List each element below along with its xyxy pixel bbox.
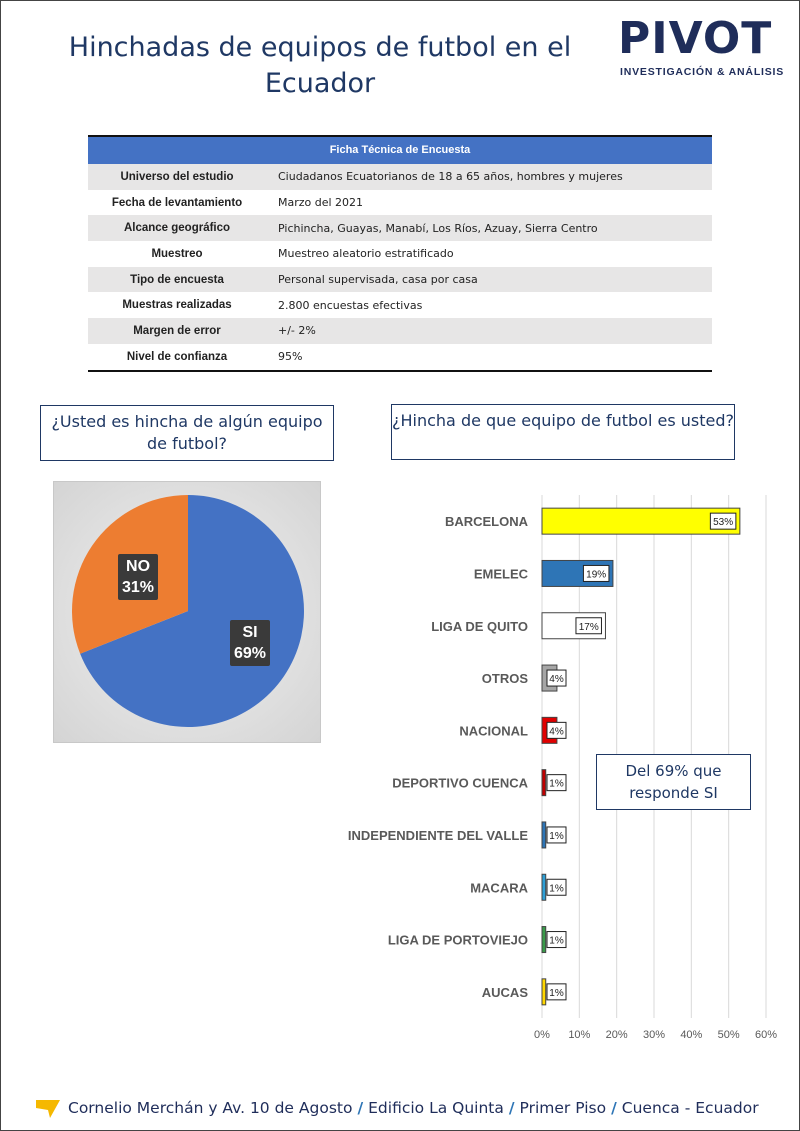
x-tick-label: 30% (642, 1029, 666, 1041)
ficha-label: Alcance geográfico (123, 222, 231, 235)
table-row (88, 292, 712, 318)
logo-subtitle: INVESTIGACIÓN & ANÁLISIS (620, 66, 785, 78)
x-tick-label: 20% (605, 1029, 628, 1041)
footer-address: Cornelio Merchán y Av. 10 de Agosto (68, 1099, 353, 1117)
x-tick-label: 60% (754, 1029, 778, 1041)
ficha-value: +/- 2% (278, 324, 316, 338)
ficha-value: Personal supervisada, casa por casa (278, 273, 478, 287)
bar (542, 822, 546, 848)
footer (36, 1094, 776, 1122)
footer-city: Cuenca - Ecuador (621, 1099, 759, 1117)
x-tick-label: 10% (568, 1029, 591, 1041)
ficha-header: Ficha Técnica de Encuesta (88, 137, 712, 164)
footer-separator: / (611, 1099, 617, 1117)
ficha-label: Margen de error (133, 324, 221, 337)
data-label: 19% (586, 569, 607, 581)
pivot-logo (612, 14, 784, 84)
x-tick-label: 0% (534, 1029, 550, 1041)
pie-chart-svg (54, 482, 322, 744)
data-label: 4% (549, 726, 564, 738)
data-label: 1% (549, 987, 564, 999)
ficha-value: 2.800 encuestas efectivas (278, 298, 423, 312)
ficha-label: Muestreo (151, 247, 203, 260)
data-label: 1% (549, 830, 564, 842)
bar (542, 874, 546, 900)
ficha-value: Muestreo aleatorio estratificado (278, 247, 454, 261)
ficha-label: Muestras realizadas (122, 299, 232, 312)
footer-separator: / (508, 1099, 515, 1117)
x-tick-label: 40% (680, 1029, 703, 1041)
category-label: INDEPENDIENTE DEL VALLE (347, 827, 528, 843)
table-row (88, 318, 712, 344)
note-box: Del 69% que responde SI (596, 754, 751, 810)
table-row (88, 164, 712, 190)
logo-word: PIVOT (618, 13, 773, 64)
question-fan-box: ¿Usted es hincha de algún equipo de futbol? (40, 405, 334, 461)
table-row (88, 190, 712, 216)
category-label: OTROS (481, 671, 528, 687)
category-label: AUCAS (481, 984, 528, 1000)
category-label: DEPORTIVO CUENCA (392, 775, 528, 791)
category-label: LIGA DE QUITO (431, 618, 528, 634)
footer-floor: Primer Piso (519, 1099, 607, 1117)
category-label: EMELEC (473, 566, 528, 582)
data-label: 17% (578, 621, 599, 633)
data-label: 1% (549, 883, 564, 895)
footer-building: Edificio La Quinta (368, 1099, 504, 1117)
ficha-value: Ciudadanos Ecuatorianos de 18 a 65 años, hombres y mujeres (278, 170, 623, 184)
ficha-label: Nivel de confianza (126, 350, 228, 363)
ficha-value: 95% (278, 350, 303, 364)
data-label: 4% (549, 674, 564, 686)
x-tick-label: 50% (717, 1029, 740, 1041)
table-row (88, 241, 712, 267)
bar (542, 770, 546, 796)
table-row (88, 267, 712, 293)
ficha-label: Universo del estudio (120, 170, 234, 183)
category-label: LIGA DE PORTOVIEJO (387, 932, 528, 948)
ficha-label: Fecha de levantamiento (111, 196, 243, 209)
pie-chart (53, 481, 321, 743)
data-label: 53% (713, 517, 734, 529)
bar (542, 927, 546, 953)
ficha-value: Pichincha, Guayas, Manabí, Los Ríos, Azuay, Sierra Centro (278, 221, 598, 235)
category-label: BARCELONA (444, 514, 528, 530)
bar (542, 979, 546, 1005)
table-row (88, 215, 712, 241)
pie-label-si: SI 69% (230, 620, 270, 666)
question-team-box: ¿Hincha de que equipo de futbol es usted? (391, 404, 735, 460)
pie-label-no: NO 31% (118, 554, 158, 600)
category-label: MACARA (470, 880, 528, 896)
data-label: 1% (549, 778, 564, 790)
ficha-tecnica-table (88, 135, 712, 372)
ficha-label: Tipo de encuesta (130, 273, 224, 286)
page-title: Hinchadas de equipos de futbol en el Ecuador (68, 32, 572, 99)
data-label: 1% (549, 935, 564, 947)
logo-arrow-icon (36, 1098, 60, 1118)
footer-separator: / (357, 1099, 364, 1117)
table-row (88, 344, 712, 370)
ficha-value: Marzo del 2021 (278, 196, 364, 210)
category-label: NACIONAL (459, 723, 528, 739)
